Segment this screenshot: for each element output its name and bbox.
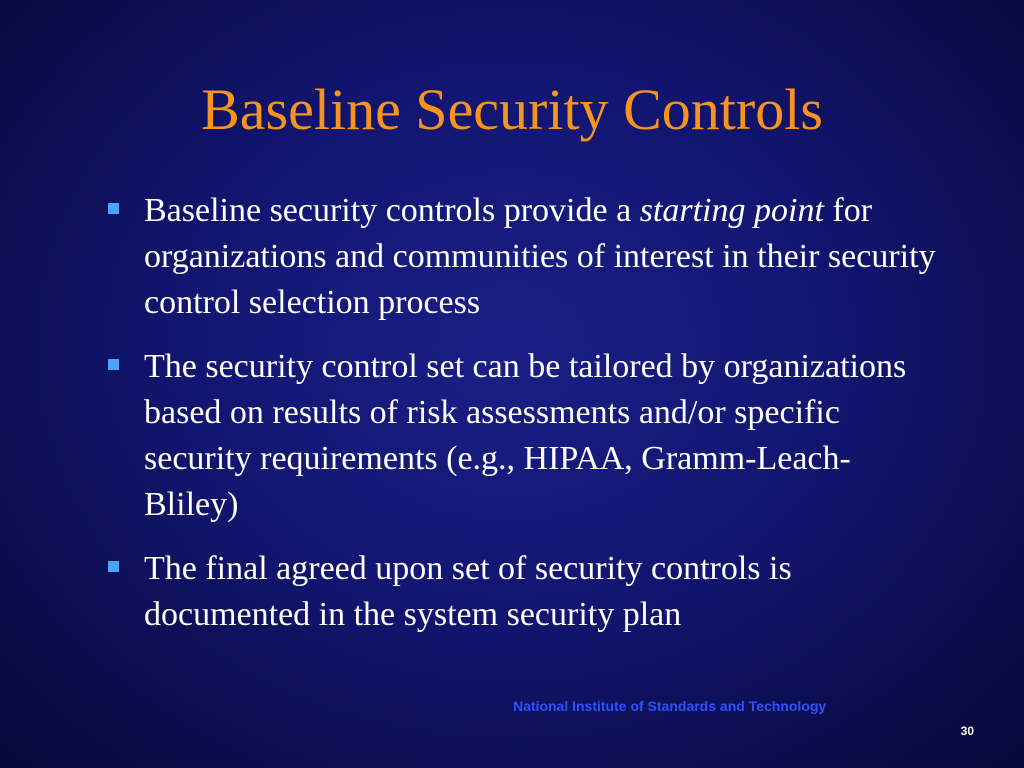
footer-organization: National Institute of Standards and Technology [513, 698, 827, 714]
bullet-text: The final agreed upon set of security controls is documented in the system security plan [144, 550, 792, 633]
bullet-item [104, 344, 944, 528]
bullet-text: The security control set can be tailored by organizations based on results of risk assessments and/or specific security requirements (e.g., HIPAA, Gramm-Leach-Bliley) [144, 348, 907, 523]
bullet-item [104, 546, 944, 638]
bullet-item [104, 188, 944, 326]
square-bullet-icon [108, 359, 119, 370]
bullet-emphasis: starting point [639, 192, 824, 229]
square-bullet-icon [108, 203, 119, 214]
square-bullet-icon [108, 561, 119, 572]
slide-title: Baseline Security Controls [201, 77, 823, 142]
bullet-text-before: Baseline security controls provide a [144, 192, 640, 229]
page-number: 30 [960, 724, 974, 738]
bullet-text-after: for organizations and communities of interest in their security control selection process [144, 192, 936, 321]
bullet-list [104, 188, 944, 656]
